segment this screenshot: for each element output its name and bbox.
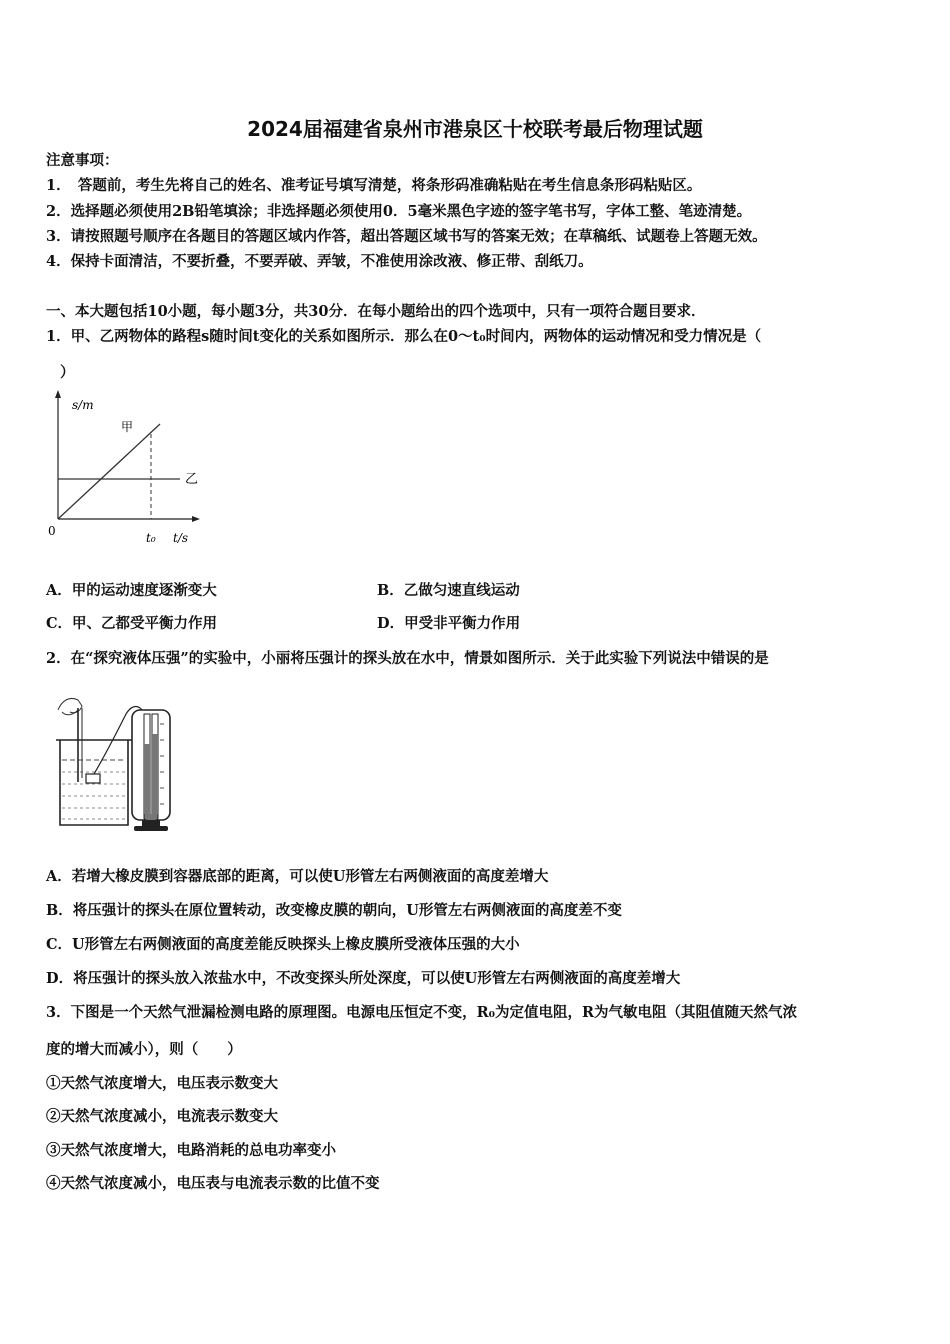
- origin-label: 0: [48, 524, 56, 538]
- yi-label: 乙: [185, 472, 199, 487]
- jia-label: 甲: [121, 420, 134, 434]
- notice-item-2: 2．选择题必须使用2B铅笔填涂；非选择题必须使用0．5毫米黑色字迹的签字笔书写，字体工整、笔迹清楚。: [46, 203, 752, 220]
- q2-pressure-gauge-figure: [48, 690, 188, 840]
- notice-item-3: 3．请按照题号顺序在各题目的答题区域内作答，超出答题区域书写的答案无效；在草稿纸、试题卷上答题无效。: [46, 228, 767, 245]
- q2-option-a: A．若增大橡皮膜到容器底部的距离，可以使U形管左右两侧液面的高度差增大: [46, 868, 549, 885]
- notice-heading: 注意事项：: [46, 152, 119, 169]
- q3-statement-3: ③天然气浓度增大，电路消耗的总电功率变小: [46, 1142, 336, 1159]
- q3-stem-line-1: 3．下图是一个天然气泄漏检测电路的原理图。电源电压恒定不变，R₀为定值电阻，R为气敏电阻（其阻值随天然气浓: [46, 1004, 798, 1021]
- line-jia: [58, 424, 160, 519]
- q1-option-a: A．甲的运动速度逐渐变大: [46, 582, 217, 599]
- page-title: 2024届福建省泉州市港泉区十校联考最后物理试题: [247, 117, 703, 141]
- section-1-heading: 一、本大题包括10小题，每小题3分，共30分．在每小题给出的四个选项中，只有一项符合题目要求．: [46, 303, 706, 320]
- q1-option-c: C．甲、乙都受平衡力作用: [46, 615, 218, 632]
- q1-option-b: B．乙做匀速直线运动: [377, 582, 520, 599]
- q3-statement-1: ①天然气浓度增大，电压表示数变大: [46, 1075, 278, 1092]
- q3-statement-4: ④天然气浓度减小，电压表与电流表示数的比值不变: [46, 1175, 380, 1192]
- q3-statement-2: ②天然气浓度减小，电流表示数变大: [46, 1108, 278, 1125]
- notice-item-1: 1． 答题前，考生先将自己的姓名、准考证号填写清楚，将条形码准确粘贴在考生信息条形码粘贴区。: [46, 177, 702, 194]
- x-axis-arrow: [192, 516, 200, 522]
- notice-item-4: 4．保持卡面清洁，不要折叠，不要弄破、弄皱，不准使用涂改液、修正带、刮纸刀。: [46, 253, 593, 270]
- y-axis-label: s/m: [72, 398, 94, 412]
- u-tube-manometer-icon: [132, 710, 170, 831]
- q1-st-graph: [40, 390, 210, 550]
- q2-option-c: C．U形管左右两侧液面的高度差能反映探头上橡皮膜所受液体压强的大小: [46, 936, 520, 953]
- q2-option-d: D．将压强计的探头放入浓盐水中，不改变探头所处深度，可以使U形管左右两侧液面的高度差增大: [46, 970, 681, 987]
- q1-stem: 1．甲、乙两物体的路程s随时间t变化的关系如图所示．那么在0～t₀时间内，两物体的运动情况和受力情况是（: [46, 328, 762, 345]
- q2-option-b: B．将压强计的探头在原位置转动，改变橡皮膜的朝向，U形管左右两侧液面的高度差不变: [46, 902, 622, 919]
- q1-stem-end: ）: [60, 364, 75, 381]
- q3-stem-line-2: 度的增大而减小），则（ ）: [46, 1041, 242, 1058]
- y-axis-arrow: [55, 390, 61, 398]
- q1-option-d: D．甲受非平衡力作用: [377, 615, 521, 632]
- x-axis-label: t/s: [173, 531, 189, 545]
- t0-label: t₀: [146, 531, 156, 545]
- q2-stem: 2．在“探究液体压强”的实验中，小丽将压强计的探头放在水中，情景如图所示．关于此实验下列说法中错误的是: [46, 650, 769, 667]
